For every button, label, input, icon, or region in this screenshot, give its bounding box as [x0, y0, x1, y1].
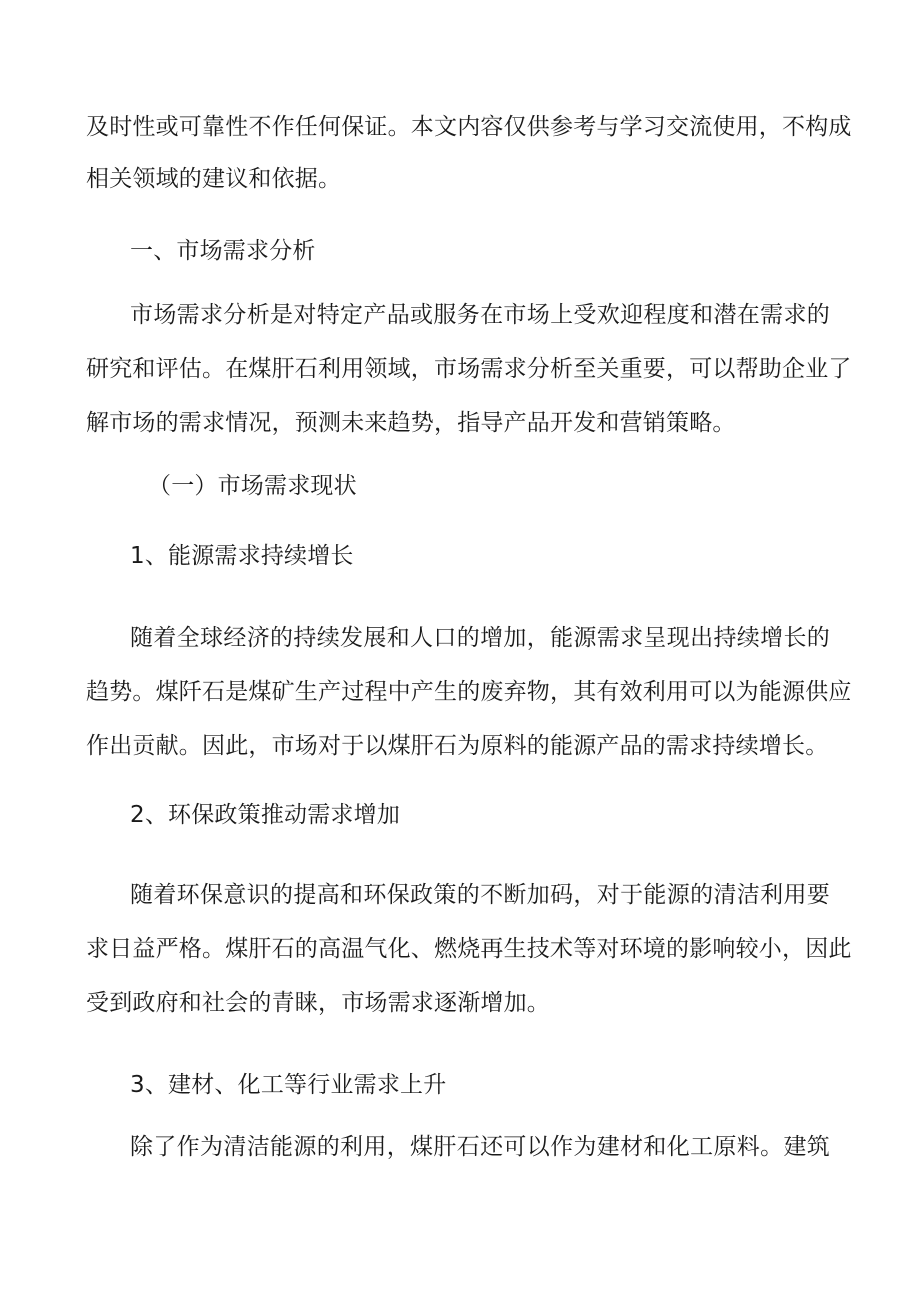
- paragraph-2-line-3: 作出贡献。因此，市场对于以煤肝石为原料的能源产品的需求持续增长。: [86, 733, 829, 759]
- section-heading-market-demand: 一、市场需求分析: [130, 238, 316, 264]
- subsection-heading-status: （一）市场需求现状: [148, 473, 357, 499]
- paragraph-intro-line-1: 及时性或可靠性不作任何保证。本文内容仅供参考与学习交流使用，不构成: [86, 114, 852, 140]
- item-heading-1: 1、能源需求持续增长: [130, 543, 354, 569]
- item-heading-3: 3、建材、化工等行业需求上升: [130, 1072, 447, 1098]
- paragraph-3-line-3: 受到政府和社会的青睐，市场需求逐渐增加。: [86, 990, 550, 1016]
- paragraph-1-line-2: 研究和评估。在煤肝石利用领域，市场需求分析至关重要，可以帮助企业了: [86, 356, 852, 382]
- item-heading-2: 2、环保政策推动需求增加: [130, 802, 401, 828]
- paragraph-2-line-1: 随着全球经济的持续发展和人口的增加，能源需求呈现出持续增长的: [130, 625, 830, 651]
- paragraph-2-line-2: 趋势。煤阡石是煤矿生产过程中产生的废弃物，其有效利用可以为能源供应: [86, 679, 852, 705]
- paragraph-intro-line-2: 相关领域的建议和依据。: [86, 166, 342, 192]
- paragraph-3-line-1: 随着环保意识的提高和环保政策的不断加码，对于能源的清洁利用要: [130, 882, 830, 908]
- paragraph-3-line-2: 求日益严格。煤肝石的高温气化、燃烧再生技术等对环境的影响较小，因此: [86, 936, 852, 962]
- paragraph-1-line-3: 解市场的需求情况，预测未来趋势，指导产品开发和营销策略。: [86, 410, 736, 436]
- paragraph-1-line-1: 市场需求分析是对特定产品或服务在市场上受欢迎程度和潜在需求的: [130, 302, 830, 328]
- paragraph-4-line-1: 除了作为清洁能源的利用，煤肝石还可以作为建材和化工原料。建筑: [130, 1134, 830, 1160]
